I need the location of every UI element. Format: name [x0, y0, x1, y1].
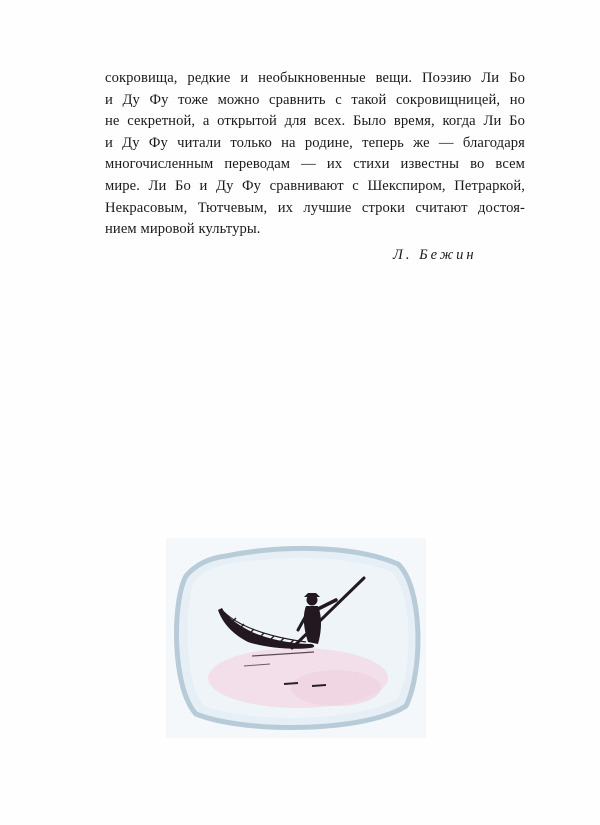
text-line-5: многочисленным переводам — их стихи известны во всем	[105, 156, 525, 173]
water-ripple	[284, 683, 298, 684]
boatman-illustration	[166, 538, 426, 738]
text-line-3: не секретной, а открытой для всех. Было время, когда Ли Бо	[105, 113, 525, 130]
water-ripple	[312, 685, 326, 686]
text-line-6: мире. Ли Бо и Ду Фу сравнивают с Шекспиром, Петраркой,	[105, 177, 525, 194]
author-signature: Л. Бежин	[393, 247, 477, 263]
body-text	[105, 68, 525, 241]
text-line-7: Некрасовым, Тютчевым, их лучшие строки считают достоя-	[105, 199, 525, 216]
water-wash-2	[291, 670, 381, 706]
text-line-4: и Ду Фу читали только на родине, теперь же — благодаря	[105, 134, 525, 151]
text-line-8: нием мировой культуры.	[105, 221, 261, 238]
text-line-1: сокровища, редкие и необыкновенные вещи. Поэзию Ли Бо	[105, 70, 525, 86]
text-line-2: и Ду Фу тоже можно сравнить с такой сокровищницей, но	[105, 91, 525, 108]
